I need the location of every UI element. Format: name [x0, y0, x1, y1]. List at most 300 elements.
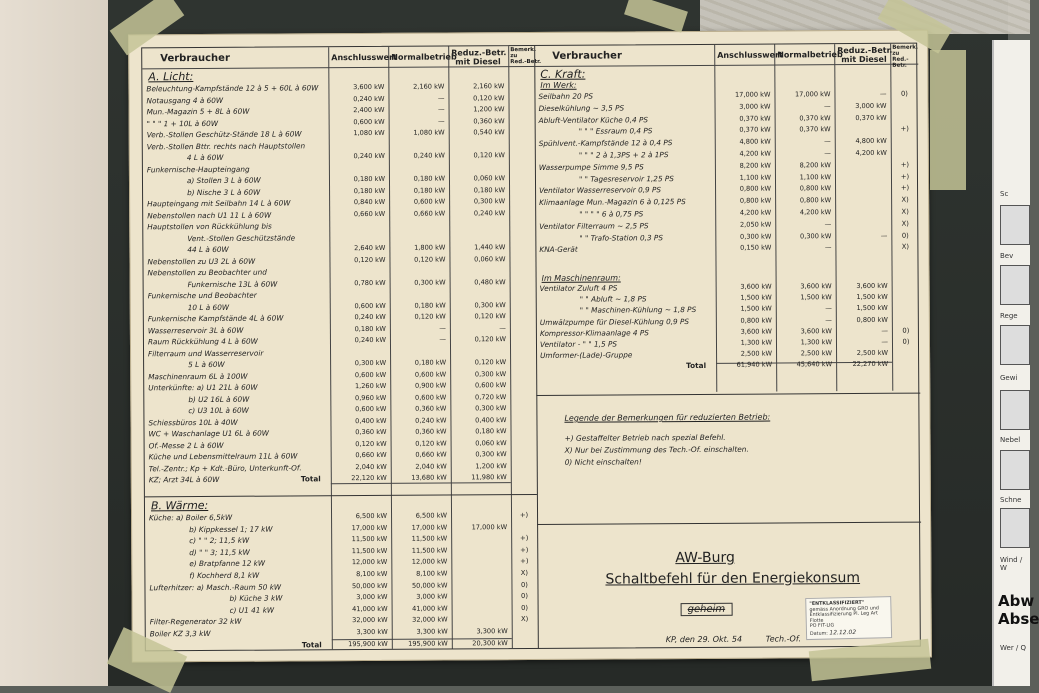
- connected-load-value: 3,600 kW: [328, 83, 384, 91]
- header-connected-load: Anschlusswert: [717, 50, 783, 59]
- row-label: Nebenstollen nach U1 11 L à 60W: [147, 210, 327, 220]
- reduced-operation-value: 0,300 kW: [450, 301, 506, 309]
- connected-load-value: 50,000 kW: [331, 581, 387, 589]
- connected-load-value: 32,000 kW: [332, 616, 388, 624]
- row-label: b) U2 16L à 60W: [188, 394, 328, 404]
- table-row: [150, 639, 538, 652]
- header-remark-line: Red.-Betr.: [510, 59, 541, 65]
- document-subject: Schaltbefehl für den Energiekonsum: [605, 570, 860, 588]
- map-scrap: [700, 0, 1030, 34]
- connected-load-value: 0,360 kW: [330, 428, 386, 436]
- reduced-operation-value: 1,440 kW: [449, 243, 505, 251]
- energy-schedule-sheet: [128, 30, 932, 663]
- row-label: d) " " 3; 11,5 kW: [189, 547, 329, 557]
- row-label: Boiler KZ 3,3 kW: [150, 628, 330, 638]
- section-rule: [537, 522, 921, 525]
- reduced-operation-value: 0,800 kW: [836, 315, 888, 323]
- poster-label: Gewi: [1000, 374, 1017, 382]
- poster-picture: [1000, 325, 1030, 365]
- connected-load-value: 195,900 kW: [332, 639, 388, 647]
- normal-operation-value: —: [775, 102, 831, 110]
- row-label: Notausgang 4 à 60W: [146, 95, 326, 105]
- connected-load-value: 3,000 kW: [332, 593, 388, 601]
- connected-load-value: 4,800 kW: [715, 138, 771, 146]
- poster-title: Abse: [998, 610, 1039, 628]
- place-date: KP, den 29. Okt. 54: [666, 635, 742, 644]
- reduced-operation-value: 0,480 kW: [450, 278, 506, 286]
- normal-operation-value: —: [775, 149, 831, 157]
- connected-load-value: 0,240 kW: [328, 94, 384, 102]
- row-label: Filter-Regenerator 32 kW: [150, 617, 330, 627]
- reduced-operation-value: —: [834, 90, 886, 98]
- row-label: Hauptstollen von Rückkühlung bis: [147, 221, 327, 231]
- connected-load-value: 1,100 kW: [715, 173, 771, 181]
- reduced-operation-value: 0,540 kW: [449, 128, 505, 136]
- row-label: Verb.-Stollen Geschütz-Stände 18 L à 60W: [147, 129, 327, 139]
- connected-load-value: 17,000 kW: [331, 523, 387, 531]
- normal-operation-value: 2,160 kW: [388, 83, 444, 91]
- row-label: " " " " 6 à 0,75 PS: [579, 209, 713, 219]
- connected-load-value: 0,240 kW: [329, 152, 385, 160]
- normal-operation-value: —: [389, 117, 445, 125]
- header-remark: [892, 45, 918, 69]
- reduced-operation-value: —: [450, 324, 506, 332]
- header-remark-line: zu: [510, 53, 541, 59]
- normal-operation-value: 0,600 kW: [390, 393, 446, 401]
- connected-load-value: 4,200 kW: [715, 150, 771, 158]
- reduced-operation-value: 0,720 kW: [450, 393, 506, 401]
- connected-load-value: 0,800 kW: [715, 197, 771, 205]
- remark-value: 0): [512, 592, 538, 600]
- row-label: Nebenstollen zu U3 2L à 60W: [147, 256, 327, 266]
- connected-load-value: 6,500 kW: [331, 512, 387, 520]
- normal-operation-value: 0,240 kW: [389, 152, 445, 160]
- reduced-operation-value: 0,360 kW: [449, 117, 505, 125]
- reduced-operation-value: 0,120 kW: [450, 312, 506, 320]
- row-label: WC + Waschanlage U1 6L à 60W: [149, 428, 329, 438]
- connected-load-value: 0,400 kW: [330, 416, 386, 424]
- header-connected-load: Anschlusswert: [331, 53, 397, 62]
- adjacent-poster: [992, 40, 1030, 686]
- row-label: Of.-Messe 2 L à 60W: [149, 440, 329, 450]
- normal-operation-value: 0,120 kW: [390, 313, 446, 321]
- connected-load-value: 3,300 kW: [332, 628, 388, 636]
- row-label: " " Trafo-Station 0,3 PS: [579, 232, 713, 242]
- normal-operation-value: 11,500 kW: [391, 546, 447, 554]
- normal-operation-value: 0,300 kW: [390, 278, 446, 286]
- declassified-stamp: [805, 596, 892, 640]
- normal-operation-value: 3,600 kW: [776, 282, 832, 290]
- reduced-operation-value: 4,200 kW: [835, 149, 887, 157]
- connected-load-value: 0,150 kW: [715, 244, 771, 252]
- remark-value: +): [891, 184, 919, 192]
- poster-label: Bev: [1000, 252, 1013, 260]
- normal-operation-value: 17,000 kW: [391, 523, 447, 531]
- connected-load-value: 0,180 kW: [330, 324, 386, 332]
- row-label: Nebenstollen zu Beobachter und: [148, 267, 328, 277]
- connected-load-value: 1,080 kW: [329, 129, 385, 137]
- row-label: Unterkünfte: a) U1 21L à 60W: [148, 382, 328, 392]
- header-remark-line: Bemerk.: [510, 47, 541, 53]
- header-consumer: Verbraucher: [552, 50, 622, 61]
- normal-operation-value: 0,800 kW: [775, 196, 831, 204]
- remark-value: +): [511, 546, 537, 554]
- row-label: Schiessbüros 10L à 40W: [148, 417, 328, 427]
- connected-load-value: 11,500 kW: [331, 535, 387, 543]
- connected-load-value: 41,000 kW: [332, 605, 388, 613]
- connected-load-value: 0,600 kW: [330, 301, 386, 309]
- connected-load-value: 4,200 kW: [715, 209, 771, 217]
- row-label: Funkernische 13L à 60W: [188, 279, 328, 289]
- normal-operation-value: 0,180 kW: [389, 175, 445, 183]
- header-remark-line: Red.-Betr.: [892, 57, 918, 69]
- reduced-operation-value: 4,800 kW: [835, 137, 887, 145]
- connected-load-value: 3,000 kW: [715, 102, 771, 110]
- remark-value: X): [511, 569, 537, 577]
- row-label: c) " " 2; 11,5 kW: [189, 535, 329, 545]
- remark-value: X): [512, 615, 538, 623]
- connected-load-value: 3,600 kW: [716, 327, 772, 335]
- legend-title: Legende der Bemerkungen für reduzierten Betrieb:: [564, 413, 770, 423]
- connected-load-value: 0,780 kW: [330, 278, 386, 286]
- connected-load-value: 0,960 kW: [330, 393, 386, 401]
- poster-label: Schne: [1000, 496, 1021, 504]
- poster-picture: [1000, 205, 1030, 245]
- row-label: Ventilator Wasserreservoir 0,9 PS: [539, 185, 713, 195]
- connected-load-value: 0,370 kW: [715, 126, 771, 134]
- normal-operation-value: 0,660 kW: [389, 209, 445, 217]
- normal-operation-value: —: [775, 220, 831, 228]
- normal-operation-value: 6,500 kW: [391, 512, 447, 520]
- row-label: Küche und Lebensmittelraum 11L à 60W: [149, 451, 329, 461]
- connected-load-value: 0,180 kW: [329, 175, 385, 183]
- normal-operation-value: 17,000 kW: [774, 90, 830, 98]
- normal-operation-value: 0,660 kW: [391, 451, 447, 459]
- normal-operation-value: 0,370 kW: [775, 114, 831, 122]
- row-label: Funkernische Kampfstände 4L à 60W: [148, 313, 328, 323]
- row-label: f) Kochherd 8,1 kW: [189, 570, 329, 580]
- remark-value: X): [891, 196, 919, 204]
- reduced-operation-value: 0,300 kW: [449, 197, 505, 205]
- row-label: KZ; Arzt 34L à 60W: [149, 474, 329, 484]
- reduced-operation-value: 0,120 kW: [449, 151, 505, 159]
- row-label: 5 L à 60W: [188, 359, 328, 369]
- connected-load-value: 2,040 kW: [331, 462, 387, 470]
- table-row: [149, 473, 537, 486]
- poster-picture: [1000, 265, 1030, 305]
- reduced-operation-value: 0,060 kW: [449, 174, 505, 182]
- normal-operation-value: 2,500 kW: [776, 349, 832, 357]
- row-label: " " " Essraum 0,4 PS: [579, 126, 713, 136]
- reduced-operation-value: 0,120 kW: [448, 94, 504, 102]
- row-label: Tel.-Zentr.; Kp + Kdt.-Büro, Unterkunft-Of.: [149, 463, 329, 473]
- reduced-operation-value: 0,120 kW: [450, 358, 506, 366]
- header-reduced-diesel: mit Diesel: [841, 55, 886, 64]
- normal-operation-value: 1,080 kW: [389, 129, 445, 137]
- normal-operation-value: —: [390, 336, 446, 344]
- connected-load-value: 8,200 kW: [715, 161, 771, 169]
- normal-operation-value: 12,000 kW: [391, 558, 447, 566]
- normal-operation-value: 195,900 kW: [392, 639, 448, 647]
- poster-label: Wind / W: [1000, 556, 1030, 572]
- header-normal-operation: Normalbetrieb: [391, 52, 456, 61]
- reduced-operation-value: 0,370 kW: [835, 113, 887, 121]
- wall-background: [0, 0, 120, 686]
- connected-load-value: 0,800 kW: [715, 185, 771, 193]
- connected-load-value: 1,500 kW: [716, 305, 772, 313]
- connected-load-value: 1,260 kW: [330, 382, 386, 390]
- reduced-operation-value: 0,120 kW: [450, 335, 506, 343]
- connected-load-value: 0,840 kW: [329, 198, 385, 206]
- row-total-label: Total: [302, 640, 330, 649]
- normal-operation-value: 0,370 kW: [775, 126, 831, 134]
- reduced-operation-value: 0,300 kW: [450, 370, 506, 378]
- reduced-operation-value: —: [835, 231, 887, 239]
- normal-operation-value: 0,240 kW: [390, 416, 446, 424]
- legend-item: 0) Nicht einschalten!: [565, 457, 642, 466]
- poster-label: Nebel: [1000, 436, 1020, 444]
- row-label: Abluft-Ventilator Küche 0,4 PS: [539, 114, 713, 124]
- reduced-operation-value: 0,300 kW: [451, 450, 507, 458]
- reduced-operation-value: 0,180 kW: [450, 427, 506, 435]
- connected-load-value: 0,370 kW: [715, 114, 771, 122]
- row-label: 10 L à 60W: [188, 302, 328, 312]
- reduced-operation-value: 17,000 kW: [451, 523, 507, 531]
- table-row: [540, 360, 920, 373]
- normal-operation-value: —: [390, 324, 446, 332]
- normal-operation-value: 1,100 kW: [775, 173, 831, 181]
- row-label: Filterraum und Wasserreservoir: [148, 348, 328, 358]
- row-label: " " Maschinen-Kühlung ~ 1,8 PS: [580, 305, 714, 315]
- stamp-text: gemäss Anordnung GRO und Entklassifizierung Pl. Leg Art Flotte: [809, 606, 887, 625]
- poster-picture: [1000, 508, 1030, 548]
- row-label: Ventilator Zuluft 4 PS: [540, 283, 714, 293]
- header-normal-operation: Normalbetrieb: [777, 50, 842, 59]
- connected-load-value: 22,120 kW: [331, 474, 387, 482]
- normal-operation-value: 4,200 kW: [775, 208, 831, 216]
- normal-operation-value: 11,500 kW: [391, 535, 447, 543]
- remark-value: 0): [890, 90, 918, 98]
- connected-load-value: 8,100 kW: [331, 570, 387, 578]
- remark-value: +): [511, 534, 537, 542]
- stamp-date: 12.12.02: [829, 629, 856, 637]
- connected-load-value: 1,300 kW: [716, 339, 772, 347]
- row-label: Lufterhitzer: a) Masch.-Raum 50 kW: [149, 582, 329, 592]
- reduced-operation-value: —: [836, 338, 888, 346]
- reduced-operation-value: 2,500 kW: [836, 349, 888, 357]
- normal-operation-value: 32,000 kW: [392, 616, 448, 624]
- row-label: c) U1 41 kW: [230, 605, 330, 615]
- row-label: Küche: a) Boiler 6,5kW: [149, 512, 329, 522]
- row-label: Klimaanlage Mun.-Magazin 6 à 0,125 PS: [539, 197, 713, 207]
- reduced-operation-value: 20,300 kW: [452, 639, 508, 647]
- row-label: Maschinenraum 6L à 100W: [148, 371, 328, 381]
- remark-value: X): [891, 208, 919, 216]
- legend-item: X) Nur bei Zustimmung des Tech.-Of. einschalten.: [565, 445, 749, 455]
- remark-value: +): [511, 511, 537, 519]
- normal-operation-value: 0,360 kW: [390, 428, 446, 436]
- row-label: Mun.-Magazin 5 + 8L à 60W: [147, 106, 327, 116]
- row-label: Umwälzpumpe für Diesel-Kühlung 0,9 PS: [540, 316, 714, 326]
- row-label: Wasserreservoir 3L à 60W: [148, 325, 328, 335]
- row-label: Dieselkühlung ~ 3,5 PS: [539, 103, 713, 113]
- remark-value: 0): [512, 604, 538, 612]
- reduced-operation-value: 1,200 kW: [449, 105, 505, 113]
- header-reduced-diesel: mit Diesel: [455, 57, 500, 66]
- connected-load-value: 0,660 kW: [331, 451, 387, 459]
- stamp-title: "ENTKLASSIFIZIERT": [809, 601, 864, 607]
- normal-operation-value: 0,180 kW: [390, 301, 446, 309]
- normal-operation-value: 0,120 kW: [391, 439, 447, 447]
- normal-operation-value: —: [776, 305, 832, 313]
- row-label: b) Kippkessel 1; 17 kW: [189, 524, 329, 534]
- reduced-operation-value: 0,240 kW: [449, 209, 505, 217]
- reduced-operation-value: 1,200 kW: [451, 462, 507, 470]
- header-remark: [510, 47, 541, 65]
- classification-label: geheim: [681, 603, 733, 616]
- remark-value: +): [511, 557, 537, 565]
- row-label: Funkernische-Haupteingang: [147, 164, 327, 174]
- reduced-operation-value: 0,300 kW: [450, 404, 506, 412]
- row-label: Haupteingang mit Seilbahn 14 L à 60W: [147, 198, 327, 208]
- row-total-label: Total: [301, 474, 329, 483]
- reduced-operation-value: 0,600 kW: [450, 381, 506, 389]
- normal-operation-value: —: [776, 316, 832, 324]
- connected-load-value: 0,660 kW: [329, 209, 385, 217]
- remark-value: +): [891, 125, 919, 133]
- connected-load-value: 0,800 kW: [716, 316, 772, 324]
- poster-label: Rege: [1000, 312, 1018, 320]
- section-c-title: C. Kraft:: [540, 68, 585, 81]
- row-label: Kompressor-Klimaanlage 4 PS: [540, 328, 714, 338]
- normal-operation-value: 8,200 kW: [775, 161, 831, 169]
- organization-title: AW-Burg: [675, 550, 735, 566]
- section-c-sub-maschinenraum: Im Maschinenraum:: [542, 273, 621, 282]
- row-label: " " " 1 + 10L à 60W: [147, 118, 327, 128]
- normal-operation-value: 0,600 kW: [390, 370, 446, 378]
- normal-operation-value: 41,000 kW: [392, 604, 448, 612]
- section-rule: [145, 494, 537, 497]
- connected-load-value: 2,050 kW: [715, 220, 771, 228]
- header-consumer: Verbraucher: [160, 53, 230, 64]
- reduced-operation-value: 2,160 kW: [448, 82, 504, 90]
- connected-load-value: 1,500 kW: [716, 294, 772, 302]
- section-a-title: A. Licht:: [148, 70, 193, 83]
- normal-operation-value: 2,040 kW: [391, 462, 447, 470]
- row-label: 4 L à 60W: [187, 152, 327, 162]
- connected-load-value: 0,120 kW: [329, 255, 385, 263]
- stamp-date-label: Datum:: [810, 632, 828, 637]
- remark-value: 0): [892, 326, 920, 334]
- section-c-sub-werk: Im Werk:: [540, 81, 576, 90]
- normal-operation-value: 1,500 kW: [776, 293, 832, 301]
- normal-operation-value: —: [388, 94, 444, 102]
- header-reduced: Reduz.-Betr.: [451, 48, 506, 57]
- connected-load-value: 0,240 kW: [330, 336, 386, 344]
- connected-load-value: 11,500 kW: [331, 547, 387, 555]
- legend-item: +) Gestaffelter Betrieb nach spezial Befehl.: [565, 433, 726, 443]
- normal-operation-value: 50,000 kW: [391, 581, 447, 589]
- header-remark-line: Bemerk.: [892, 45, 918, 51]
- normal-operation-value: 0,120 kW: [389, 255, 445, 263]
- row-label: Ventilator - " " 1,5 PS: [540, 339, 714, 349]
- normal-operation-value: —: [389, 106, 445, 114]
- reduced-operation-value: 11,980 kW: [451, 473, 507, 481]
- row-label: " " Abluft ~ 1,8 PS: [580, 294, 714, 304]
- table-frame: [141, 43, 921, 652]
- table-row: [539, 243, 919, 256]
- stamp-po: PO FIT-LIG: [810, 623, 888, 630]
- row-label: Wasserpumpe Simme 9,5 PS: [539, 162, 713, 172]
- normal-operation-value: 3,300 kW: [392, 628, 448, 636]
- header-remark-line: zu: [892, 51, 918, 57]
- row-label: Vent.-Stollen Geschützstände: [187, 233, 327, 243]
- remark-value: X): [891, 243, 919, 251]
- reduced-operation-value: —: [836, 327, 888, 335]
- reduced-operation-value: 3,300 kW: [452, 627, 508, 635]
- connected-load-value: 0,600 kW: [330, 405, 386, 413]
- row-label: " " " 2 à 1,3PS + 2 à 1PS: [579, 150, 713, 160]
- row-label: " " Tagesreservoir 1,25 PS: [579, 173, 713, 183]
- normal-operation-value: 0,360 kW: [390, 405, 446, 413]
- normal-operation-value: —: [775, 137, 831, 145]
- normal-operation-value: 0,180 kW: [389, 186, 445, 194]
- normal-operation-value: 0,900 kW: [390, 382, 446, 390]
- normal-operation-value: 8,100 kW: [391, 570, 447, 578]
- connected-load-value: 0,300 kW: [330, 359, 386, 367]
- normal-operation-value: 0,800 kW: [775, 185, 831, 193]
- normal-operation-value: 3,600 kW: [776, 327, 832, 335]
- reduced-operation-value: 0,180 kW: [449, 186, 505, 194]
- tape-strip: [930, 50, 966, 190]
- connected-load-value: 0,180 kW: [329, 186, 385, 194]
- reduced-operation-value: 1,500 kW: [836, 293, 888, 301]
- normal-operation-value: 3,000 kW: [392, 593, 448, 601]
- row-label: Raum Rückkühlung 4 L à 60W: [148, 336, 328, 346]
- normal-operation-value: 13,680 kW: [391, 474, 447, 482]
- row-label: a) Stollen 3 L à 60W: [187, 175, 327, 185]
- normal-operation-value: 1,800 kW: [389, 244, 445, 252]
- connected-load-value: 0,300 kW: [715, 232, 771, 240]
- connected-load-value: 12,000 kW: [331, 558, 387, 566]
- row-label: b) Küche 3 kW: [230, 593, 330, 603]
- row-label: Umformer-(Lade)-Gruppe: [540, 350, 714, 360]
- remark-value: 0): [891, 231, 919, 239]
- connected-load-value: 0,600 kW: [329, 117, 385, 125]
- remark-value: +): [891, 172, 919, 180]
- row-label: Ventilator Filterraum ~ 2,5 PS: [539, 221, 713, 231]
- row-label: b) Nische 3 L à 60W: [187, 187, 327, 197]
- signoff: Tech.-Of.: [766, 634, 801, 643]
- normal-operation-value: 1,300 kW: [776, 338, 832, 346]
- remark-value: 0): [511, 581, 537, 589]
- connected-load-value: 2,500 kW: [716, 350, 772, 358]
- row-total-label: Total: [686, 361, 714, 370]
- poster-label: Wer / Q: [1000, 644, 1026, 652]
- section-rule: [536, 393, 920, 396]
- connected-load-value: 17,000 kW: [714, 91, 770, 99]
- poster-label: Sc: [1000, 190, 1008, 198]
- reduced-operation-value: 3,000 kW: [835, 102, 887, 110]
- normal-operation-value: 0,600 kW: [389, 198, 445, 206]
- poster-picture: [1000, 390, 1030, 430]
- row-label: Verb.-Stollen Bttr. rechts nach Hauptstollen: [147, 141, 327, 151]
- connected-load-value: 0,240 kW: [330, 313, 386, 321]
- row-label: Beleuchtung-Kampfstände 12 à 5 + 60L à 60W: [146, 83, 326, 93]
- connected-load-value: 0,600 kW: [330, 370, 386, 378]
- reduced-operation-value: 0,400 kW: [450, 416, 506, 424]
- reduced-operation-value: 0,060 kW: [449, 255, 505, 263]
